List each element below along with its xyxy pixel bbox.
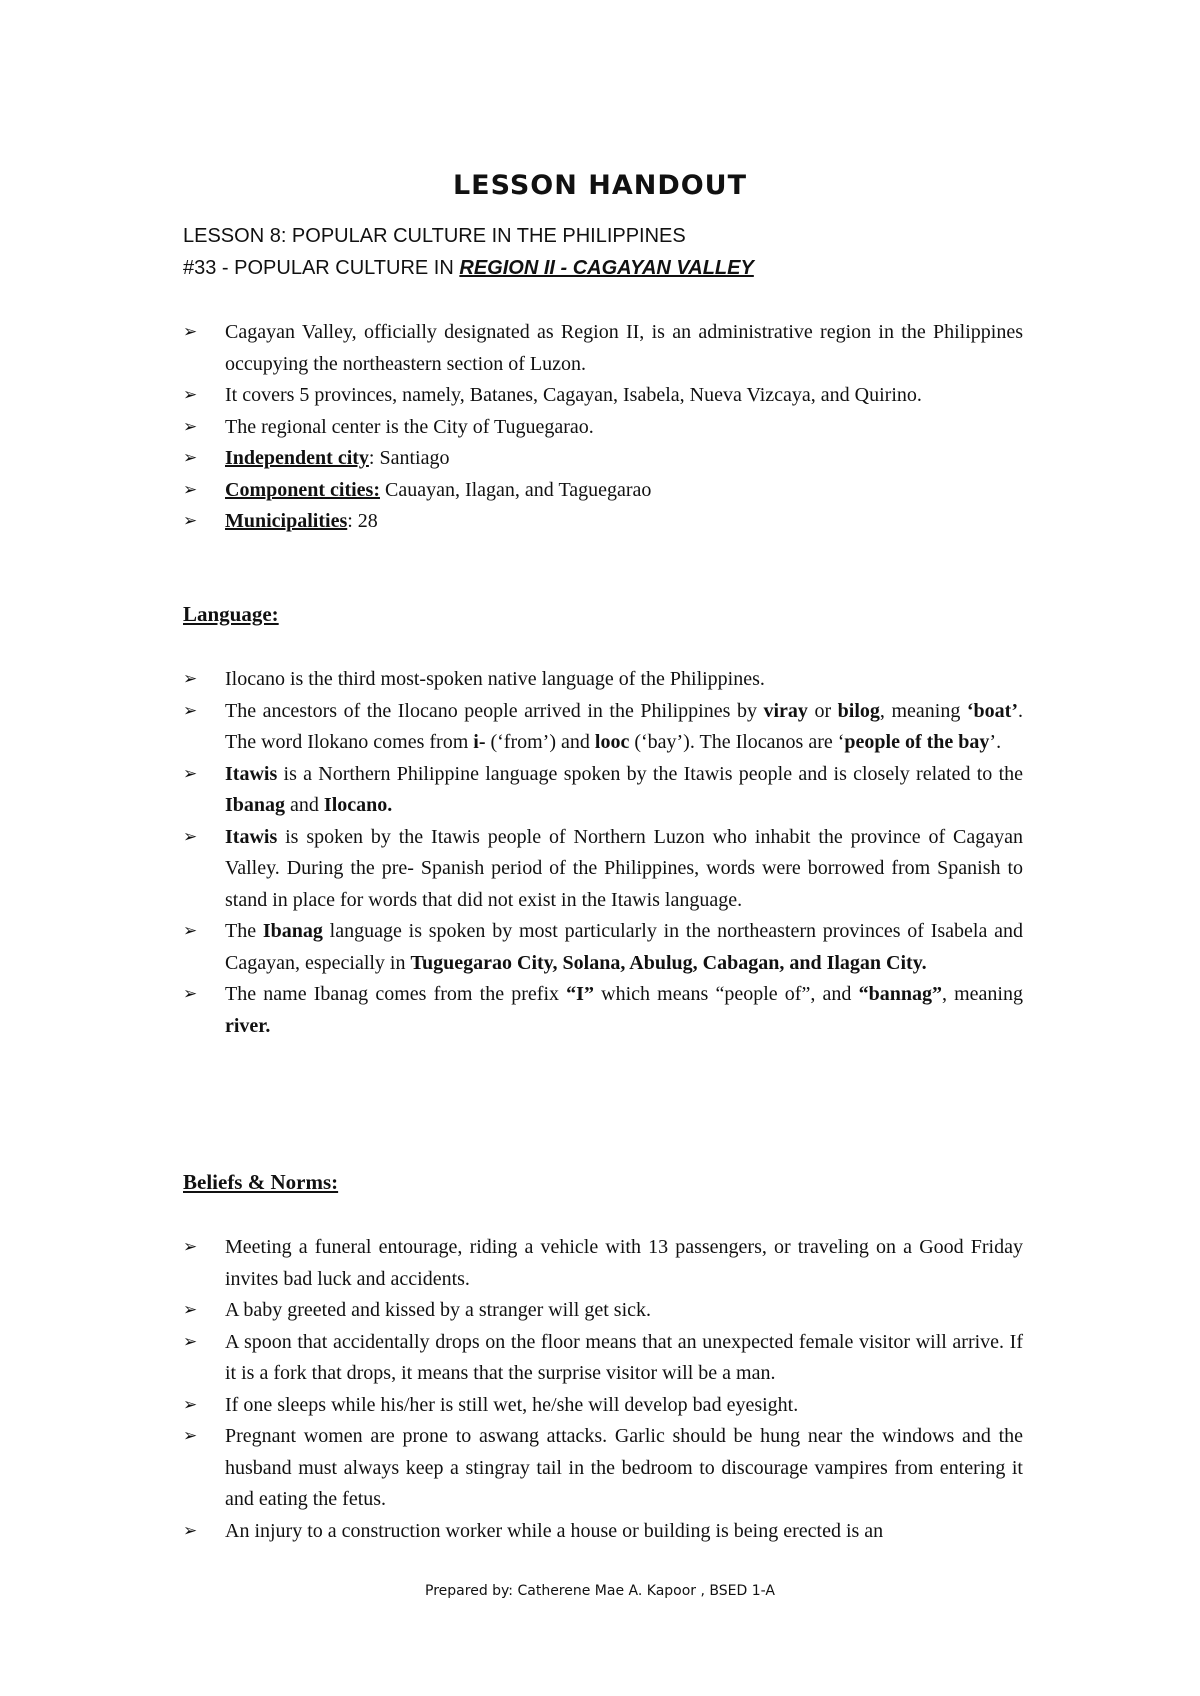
topic-line [183,257,754,280]
language-list [183,664,1023,1042]
arrow-bullet-icon: ➢ [183,921,198,941]
list-item: ➢ Pregnant women are prone to aswang attacks. Garlic should be hung near the windows and the husband must always keep a stingray tail in the bedroom to discourage vampires from entering it and eating the fetus. [183,1421,1023,1516]
arrow-bullet-icon: ➢ [183,700,198,721]
arrow-bullet-icon: ➢ [183,1394,198,1415]
list-item: ➢ Cagayan Valley, officially designated as Region II, is an administrative region in the Philippines occupying the northeastern section of Luzon. [183,317,1023,380]
beliefs-list [183,1232,1023,1547]
arrow-bullet-icon: ➢ [183,511,198,531]
arrow-bullet-icon: ➢ [183,1237,198,1257]
topic-region: REGION II - CAGAYAN VALLEY [459,257,754,279]
list-item: ➢ It covers 5 provinces, namely, Batanes, Cagayan, Isabela, Nueva Vizcaya, and Quirino. [183,380,1023,412]
list-item: ➢ Itawis is a Northern Philippine language spoken by the Itawis people and is closely related to the Ibanag and Ilocano. [183,759,1023,822]
arrow-bullet-icon: ➢ [183,763,198,784]
list-item: ➢ The regional center is the City of Tuguegarao. [183,412,1023,444]
arrow-bullet-icon: ➢ [183,448,198,468]
lesson-line: LESSON 8: POPULAR CULTURE IN THE PHILIPPINES [183,225,686,247]
arrow-bullet-icon: ➢ [183,322,198,342]
list-item: ➢ A spoon that accidentally drops on the floor means that an unexpected female visitor will arrive. If it is a fork that drops, it means that the surprise visitor will be a man. [183,1327,1023,1390]
arrow-bullet-icon: ➢ [183,416,198,437]
arrow-bullet-icon: ➢ [183,385,198,405]
arrow-bullet-icon: ➢ [183,1300,198,1320]
list-item: ➢ Component cities: Cauayan, Ilagan, and Taguegarao [183,475,1023,507]
arrow-bullet-icon: ➢ [183,669,198,689]
arrow-bullet-icon: ➢ [183,984,198,1004]
list-item: ➢ Independent city: Santiago [183,443,1023,475]
language-heading: Language: [183,602,279,626]
list-item: ➢ An injury to a construction worker while a house or building is being erected is an [183,1516,1023,1548]
page-title: LESSON HANDOUT [452,170,748,201]
list-item: ➢ The ancestors of the Ilocano people arrived in the Philippines by viray or bilog, meaning ‘boat’. The word Ilokano comes from i- (‘from’) and looc (‘bay’). The Ilocanos are ‘people of the bay’. [183,696,1023,759]
list-item: ➢ The name Ibanag comes from the prefix “I” which means “people of”, and “bannag”, meaning river. [183,979,1023,1042]
list-item: ➢ Ilocano is the third most-spoken native language of the Philippines. [183,664,1023,696]
arrow-bullet-icon: ➢ [183,1426,198,1446]
arrow-bullet-icon: ➢ [183,479,198,500]
list-item: ➢ Municipalities: 28 [183,506,1023,538]
list-item: ➢ The Ibanag language is spoken by most particularly in the northeastern provinces of Isabela and Cagayan, especially in Tuguegarao City, Solana, Abulug, Cabagan, and Ilagan City. [183,916,1023,979]
arrow-bullet-icon: ➢ [183,1520,198,1541]
list-item: ➢ Meeting a funeral entourage, riding a vehicle with 13 passengers, or traveling on a Good Friday invites bad luck and accidents. [183,1232,1023,1295]
list-item: ➢ A baby greeted and kissed by a stranger will get sick. [183,1295,1023,1327]
arrow-bullet-icon: ➢ [183,826,198,847]
list-item: ➢ If one sleeps while his/her is still wet, he/she will develop bad eyesight. [183,1390,1023,1422]
arrow-bullet-icon: ➢ [183,1331,198,1352]
beliefs-heading: Beliefs & Norms: [183,1170,339,1194]
list-item: ➢ Itawis is spoken by the Itawis people of Northern Luzon who inhabit the province of Cagayan Valley. During the pre- Spanish period of the Philippines, words were borrowed from Spanish to stand in place for words that did not exist in the Itawis language. [183,822,1023,917]
footer-prepared-by: Prepared by: Catherene Mae A. Kapoor , BSED 1-A [425,1583,775,1599]
overview-list [183,317,1023,538]
topic-prefix: #33 - POPULAR CULTURE IN [183,257,460,279]
